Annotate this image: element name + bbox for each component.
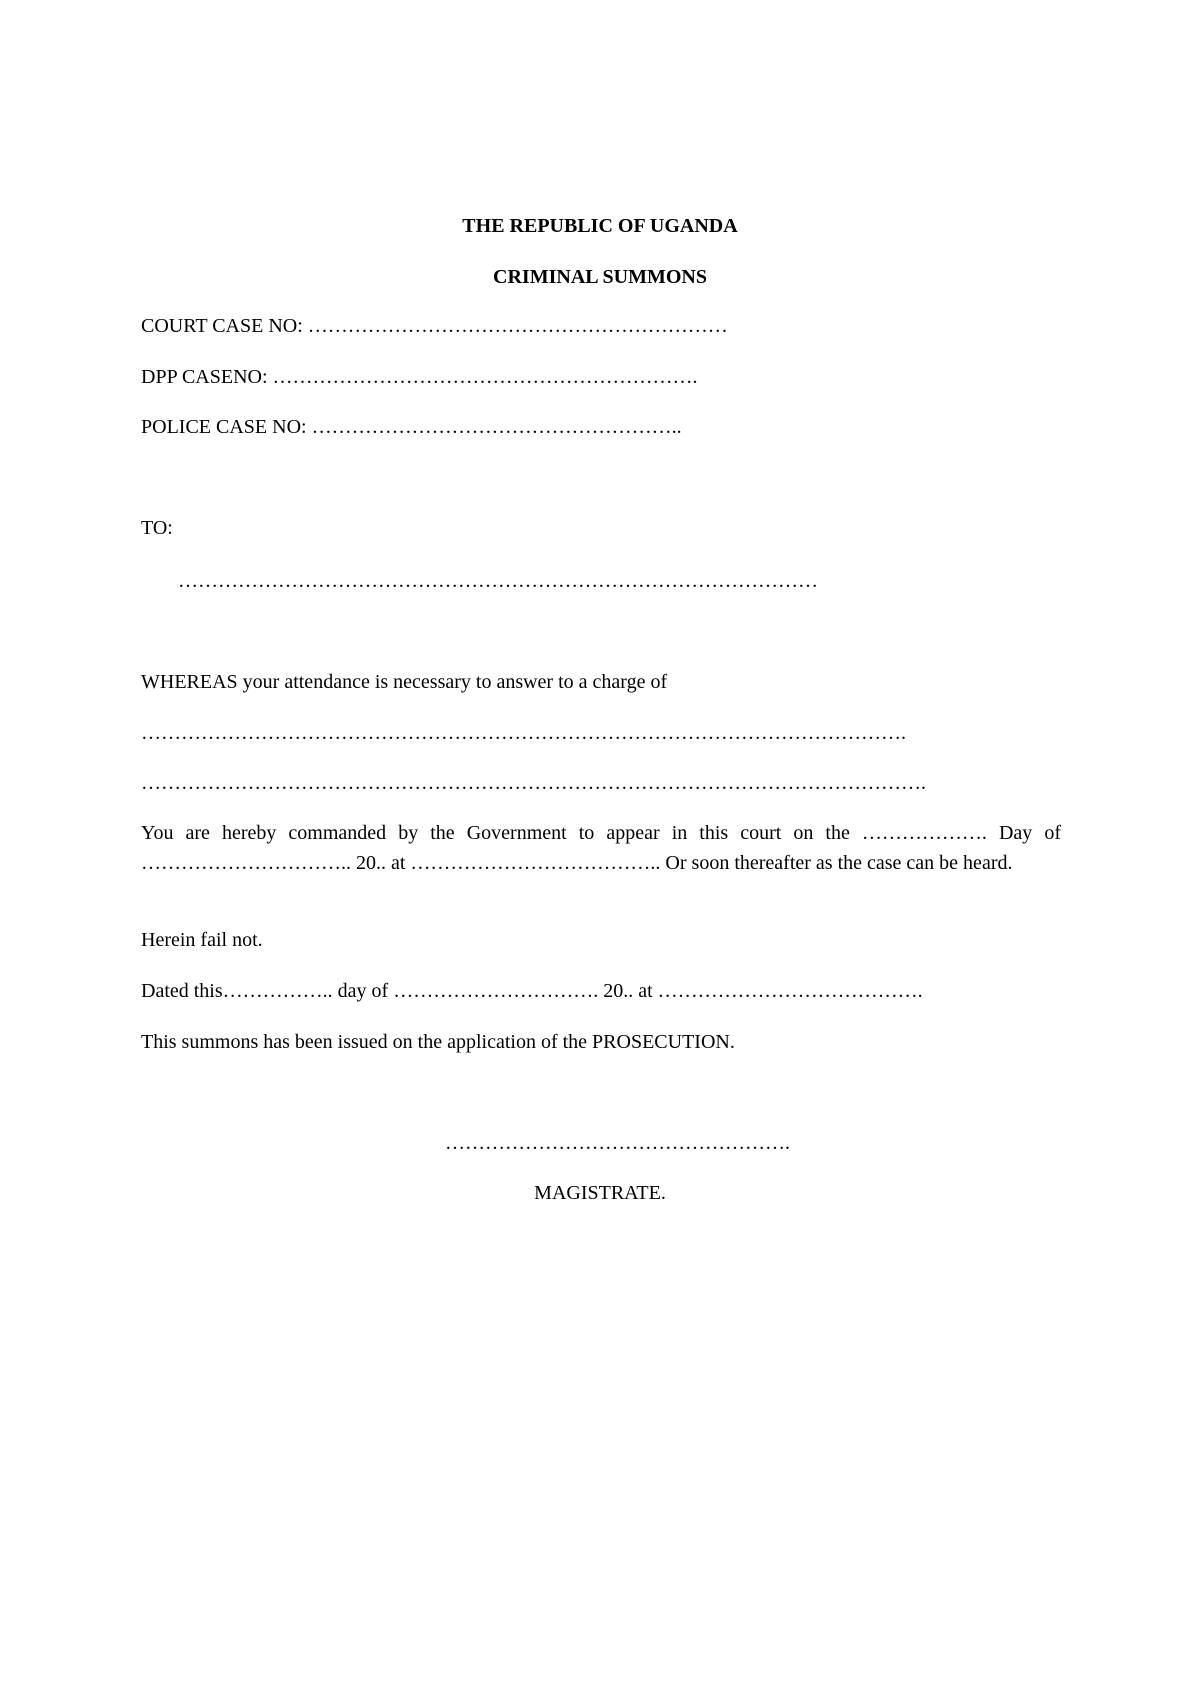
form-title: CRIMINAL SUMMONS [493,266,707,288]
republic-heading: THE REPUBLIC OF UGANDA [462,215,738,237]
magistrate-title: MAGISTRATE. [534,1182,666,1204]
issued-statement: This summons has been issued on the application of the PROSECUTION. [141,1031,735,1053]
charge-blank-line-2: ………………………………………………………………………………………………………. [141,772,926,794]
whereas-text: WHEREAS your attendance is necessary to answer to a charge of [141,671,668,693]
herein-fail-not: Herein fail not. [141,929,263,951]
court-case-no: COURT CASE NO: ……………………………………………………… [141,315,728,337]
dpp-case-no: DPP CASENO: ………………………………………………………. [141,366,698,388]
dated-line: Dated this…………….. day of …………………………. 20.. at …………………………………. [141,980,923,1002]
command-paragraph: You are hereby commanded by the Government to appear in this court on the ………………. Day of ………………………….. 20.. at ……………………………….. Or soon thereafter as the case can be heard. [141,822,1061,874]
signature-line: ……………………………………………. [445,1132,790,1154]
to-blank-line: …………………………………………………………………………………… [178,570,818,592]
charge-blank-line-1: ……………………………………………………………………………………………………. [141,722,906,744]
to-label: TO: [141,517,173,539]
police-case-no: POLICE CASE NO: ……………………………………………….. [141,416,682,438]
